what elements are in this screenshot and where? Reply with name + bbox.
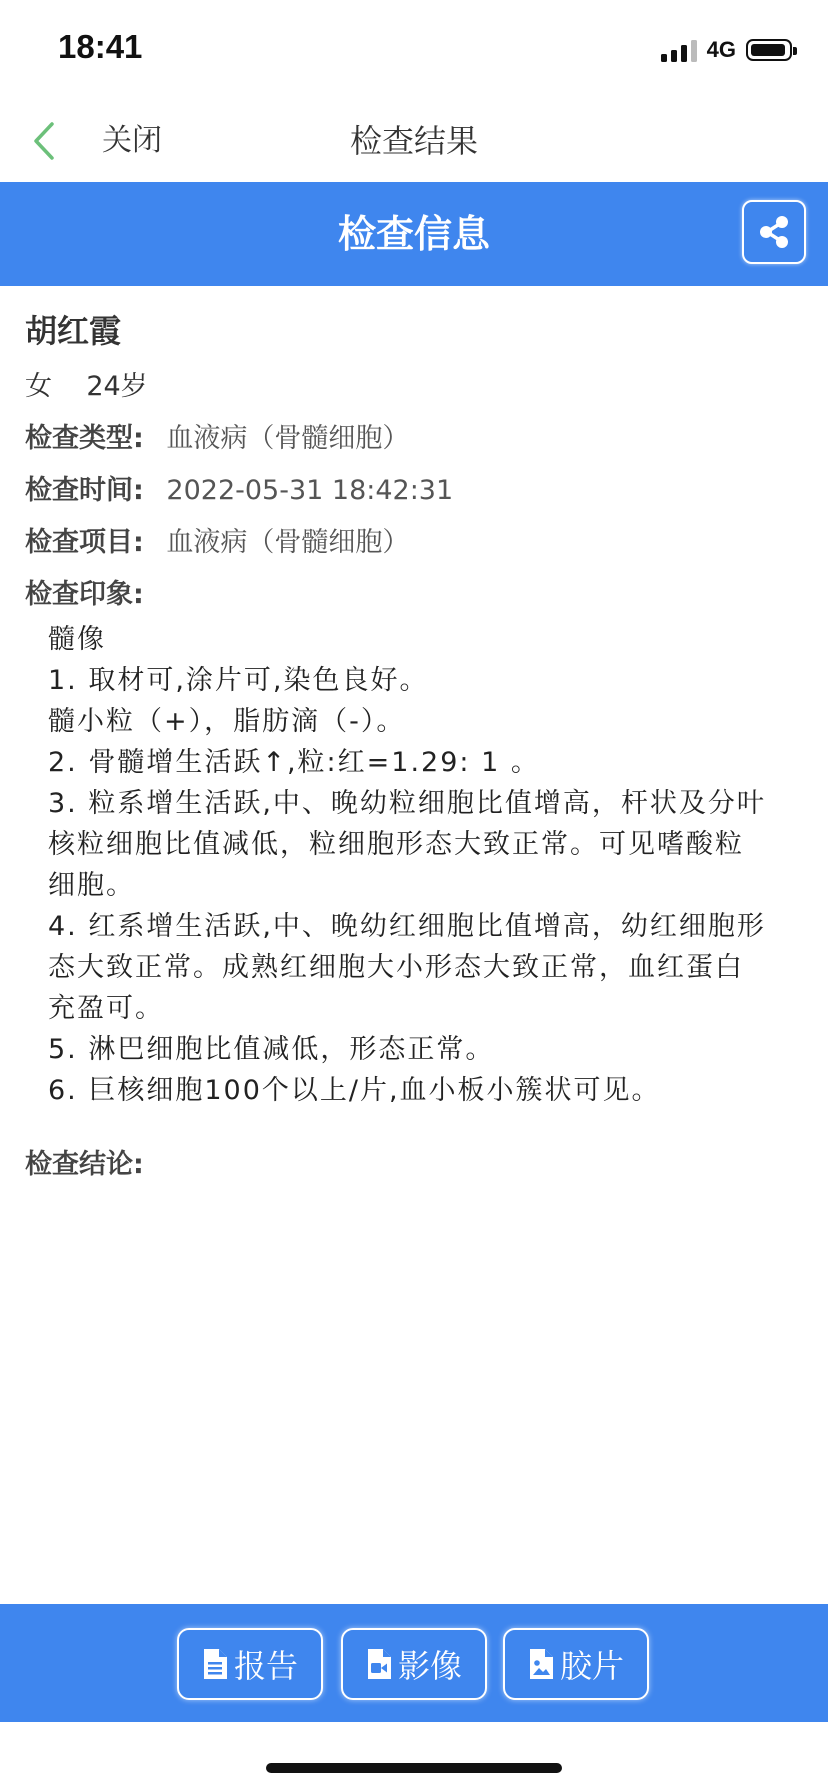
impression-line: 4. 红系增生活跃,中、晚幼红细胞比值增高，幼红细胞形 — [48, 911, 766, 942]
impression-line: 细胞。 — [48, 870, 135, 901]
status-bar — [0, 0, 828, 100]
film-button[interactable] — [503, 1628, 649, 1700]
patient-name: 胡红霞 — [25, 312, 122, 350]
exam-time-row — [25, 468, 453, 507]
impression-line: 态大致正常。成熟红细胞大小形态大致正常，血红蛋白 — [48, 952, 744, 983]
film-button-label: 胶片 — [559, 1647, 624, 1685]
image-file-icon — [528, 1648, 554, 1680]
battery-icon — [746, 39, 792, 61]
exam-impression-label: 检查印象: — [25, 579, 144, 610]
exam-item-row — [25, 520, 409, 559]
exam-item-label: 检查项目: — [25, 527, 144, 558]
info-header — [0, 182, 828, 286]
close-button[interactable]: 关闭 — [102, 123, 162, 158]
impression-line: 髓小粒（+），脂肪滴（-）。 — [48, 706, 406, 737]
signal-icon — [661, 38, 697, 62]
share-icon — [756, 214, 792, 250]
status-time: 18:41 — [58, 28, 143, 65]
exam-item-value: 血液病（骨髓细胞） — [166, 527, 410, 558]
video-file-icon — [366, 1648, 392, 1680]
impression-line: 1. 取材可,涂片可,染色良好。 — [48, 665, 429, 696]
exam-type-row — [25, 416, 409, 455]
status-indicators — [661, 36, 792, 64]
impression-line: 充盈可。 — [48, 993, 164, 1024]
nav-bar — [0, 100, 828, 182]
exam-time-value: 2022-05-31 18:42:31 — [166, 475, 454, 506]
impression-line: 2. 骨髓增生活跃↑,粒:红=1.29: 1 。 — [48, 747, 540, 778]
share-button[interactable] — [742, 200, 806, 264]
report-button-label: 报告 — [233, 1647, 298, 1685]
patient-gender-age: 女 24岁 — [25, 371, 148, 402]
impression-line: 核粒细胞比值减低，粒细胞形态大致正常。可见嗜酸粒 — [48, 829, 744, 860]
home-indicator — [266, 1763, 562, 1773]
impression-line: 6. 巨核细胞100个以上/片,血小板小簇状可见。 — [48, 1075, 661, 1106]
report-button[interactable] — [177, 1628, 323, 1700]
impression-text — [48, 619, 798, 1111]
exam-time-label: 检查时间: — [25, 475, 144, 506]
section-title: 检查信息 — [337, 212, 490, 256]
exam-impression-label-row — [25, 572, 144, 611]
imaging-button[interactable] — [341, 1628, 487, 1700]
impression-line: 5. 淋巴细胞比值减低，形态正常。 — [48, 1034, 495, 1065]
imaging-button-label: 影像 — [397, 1647, 462, 1685]
network-type: 4G — [706, 37, 736, 62]
page-title: 检查结果 — [349, 122, 478, 160]
exam-type-value: 血液病（骨髓细胞） — [166, 423, 410, 454]
bottom-action-bar — [0, 1604, 828, 1722]
exam-conclusion-label: 检查结论: — [25, 1149, 144, 1180]
impression-line: 髓像 — [48, 624, 106, 655]
document-icon — [202, 1648, 228, 1680]
exam-type-label: 检查类型: — [25, 423, 144, 454]
impression-line: 3. 粒系增生活跃,中、晚幼粒细胞比值增高，杆状及分叶 — [48, 788, 766, 819]
